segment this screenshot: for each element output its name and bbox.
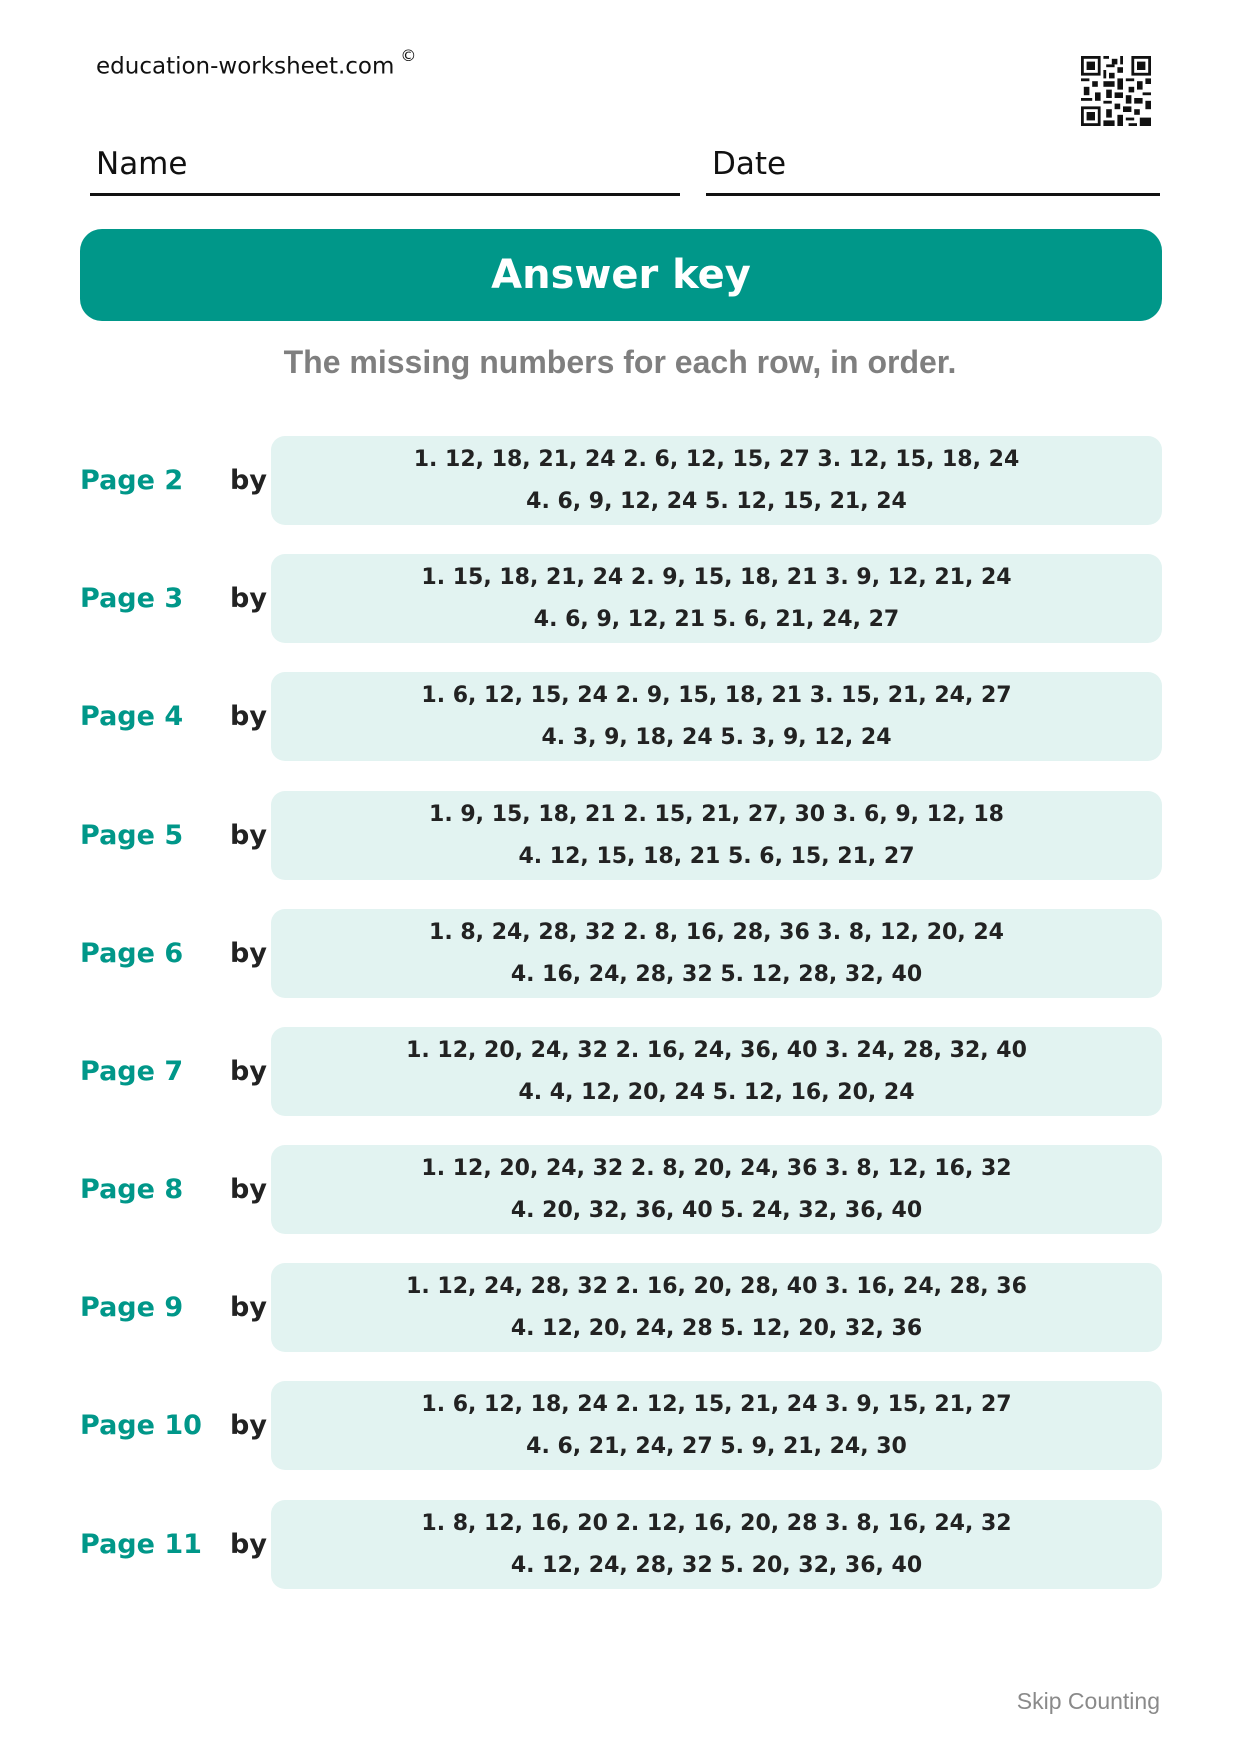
answer-line: 1. 12, 20, 24, 32 2. 8, 20, 24, 36 3. 8, 12, 16, 32: [421, 1155, 1012, 1181]
answer-box: [271, 554, 1162, 643]
name-label: Name: [96, 146, 188, 182]
by-label: by: [230, 938, 267, 969]
name-field[interactable]: [90, 140, 680, 196]
page-label: Page 3: [80, 583, 184, 614]
by-label: by: [230, 820, 267, 851]
answer-line: 4. 6, 21, 24, 27 5. 9, 21, 24, 30: [526, 1433, 907, 1459]
page-label: Page 4: [80, 701, 184, 732]
page-label: Page 6: [80, 938, 184, 969]
answer-row: [0, 1027, 1240, 1116]
answer-box: [271, 1145, 1162, 1234]
answer-line: 1. 15, 18, 21, 24 2. 9, 15, 18, 21 3. 9, 12, 21, 24: [421, 564, 1012, 590]
answer-row: [0, 1381, 1240, 1470]
answer-line: 1. 12, 24, 28, 32 2. 16, 20, 28, 40 3. 16, 24, 28, 36: [406, 1273, 1027, 1299]
answer-line: 4. 4, 12, 20, 24 5. 12, 16, 20, 24: [518, 1079, 915, 1105]
page-label: Page 2: [80, 465, 184, 496]
by-label: by: [230, 583, 267, 614]
by-label: by: [230, 1292, 267, 1323]
answer-line: 4. 12, 24, 28, 32 5. 20, 32, 36, 40: [510, 1552, 923, 1578]
answer-line: 1. 8, 12, 16, 20 2. 12, 16, 20, 28 3. 8, 16, 24, 32: [421, 1510, 1012, 1536]
answer-box: [271, 1027, 1162, 1116]
answer-line: 4. 12, 20, 24, 28 5. 12, 20, 32, 36: [510, 1315, 923, 1341]
answer-box: [271, 1381, 1162, 1470]
answer-row: [0, 791, 1240, 880]
by-label: by: [230, 1056, 267, 1087]
page-label: Page 7: [80, 1056, 184, 1087]
answer-line: 1. 8, 24, 28, 32 2. 8, 16, 28, 36 3. 8, 12, 20, 24: [429, 919, 1004, 945]
banner-title: Answer key: [491, 252, 751, 298]
answer-line: 4. 12, 15, 18, 21 5. 6, 15, 21, 27: [518, 843, 915, 869]
answer-box: [271, 672, 1162, 761]
by-label: by: [230, 701, 267, 732]
footer-topic: Skip Counting: [1016, 1688, 1160, 1714]
page-label: Page 9: [80, 1292, 184, 1323]
answer-box: [271, 1500, 1162, 1589]
answer-row: [0, 1500, 1240, 1589]
answer-line: 1. 6, 12, 15, 24 2. 9, 15, 18, 21 3. 15, 21, 24, 27: [421, 682, 1012, 708]
by-label: by: [230, 465, 267, 496]
date-label: Date: [712, 146, 787, 182]
answer-box: [271, 791, 1162, 880]
subtitle: The missing numbers for each row, in order.: [283, 344, 957, 380]
answer-box: [271, 436, 1162, 525]
answer-row: [0, 1263, 1240, 1352]
answer-box: [271, 909, 1162, 998]
answer-box: [271, 1263, 1162, 1352]
page-label: Page 10: [80, 1410, 202, 1441]
by-label: by: [230, 1174, 267, 1205]
answer-line: 4. 20, 32, 36, 40 5. 24, 32, 36, 40: [510, 1197, 923, 1223]
answer-line: 1. 9, 15, 18, 21 2. 15, 21, 27, 30 3. 6, 9, 12, 18: [429, 801, 1004, 827]
answer-key-banner: [80, 229, 1162, 321]
site-name: [96, 46, 417, 80]
answer-row: [0, 909, 1240, 998]
answer-row: [0, 1145, 1240, 1234]
page-label: Page 8: [80, 1174, 184, 1205]
page-label: Page 5: [80, 820, 184, 851]
answer-line: 4. 16, 24, 28, 32 5. 12, 28, 32, 40: [510, 961, 923, 987]
page-label: Page 11: [80, 1529, 202, 1560]
answer-line: 4. 3, 9, 18, 24 5. 3, 9, 12, 24: [541, 724, 892, 750]
by-label: by: [230, 1529, 267, 1560]
answer-line: 1. 12, 20, 24, 32 2. 16, 24, 36, 40 3. 24, 28, 32, 40: [406, 1037, 1027, 1063]
answer-row: [0, 554, 1240, 643]
copyright-mark: ©: [400, 46, 417, 65]
answer-line: 4. 6, 9, 12, 21 5. 6, 21, 24, 27: [533, 606, 900, 632]
answer-line: 1. 6, 12, 18, 24 2. 12, 15, 21, 24 3. 9, 15, 21, 27: [421, 1391, 1012, 1417]
site-name-text: education-worksheet.com: [96, 53, 395, 80]
answer-line: 4. 6, 9, 12, 24 5. 12, 15, 21, 24: [526, 488, 907, 514]
answer-line: 1. 12, 18, 21, 24 2. 6, 12, 15, 27 3. 12, 15, 18, 24: [413, 446, 1020, 472]
qr-code-icon: [1081, 56, 1151, 126]
answer-row: [0, 436, 1240, 525]
answer-row: [0, 672, 1240, 761]
date-field[interactable]: [706, 140, 1160, 196]
by-label: by: [230, 1410, 267, 1441]
